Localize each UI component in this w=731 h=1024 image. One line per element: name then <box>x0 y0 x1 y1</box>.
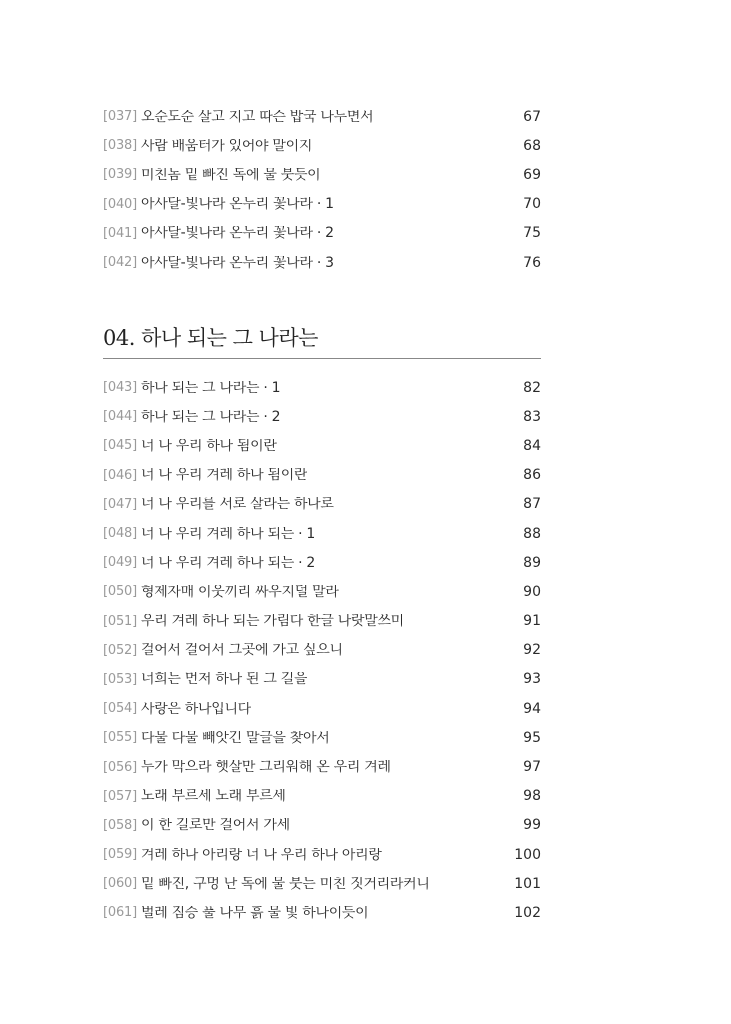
entry-page: 88 <box>523 525 541 542</box>
toc-entry <box>103 752 541 781</box>
entry-page: 91 <box>523 613 541 630</box>
entry-number: [042] <box>103 255 137 270</box>
toc-entry <box>103 219 541 248</box>
entry-number: [046] <box>103 468 137 483</box>
entry-page: 97 <box>523 759 541 776</box>
entry-number: [040] <box>103 197 137 212</box>
entry-page: 70 <box>523 196 541 213</box>
entry-title: 겨레 하나 아리랑 너 나 우리 하나 아리랑 <box>140 847 382 862</box>
toc-entry <box>103 607 541 636</box>
entry-number: [043] <box>103 380 137 395</box>
toc-entry <box>103 811 541 840</box>
entry-page: 100 <box>514 846 541 863</box>
entry-page: 69 <box>523 166 541 183</box>
entry-page: 99 <box>523 817 541 834</box>
entry-number: [058] <box>103 818 137 833</box>
entry-title: 밑 빠진, 구멍 난 독에 물 붓는 미친 짓거리라커니 <box>140 876 430 891</box>
toc-list-part1 <box>103 102 541 277</box>
entry-number: [049] <box>103 555 137 570</box>
entry-title: 너 나 우리 하나 됨이란 <box>140 438 277 453</box>
entry-page: 82 <box>523 379 541 396</box>
entry-number: [050] <box>103 584 137 599</box>
entry-number: [038] <box>103 138 137 153</box>
entry-page: 83 <box>523 408 541 425</box>
entry-title: 사람 배움터가 있어야 말이지 <box>140 138 313 153</box>
entry-number: [041] <box>103 226 137 241</box>
entry-title: 사랑은 하나입니다 <box>140 701 251 716</box>
entry-page: 102 <box>514 904 541 921</box>
toc-entry <box>103 665 541 694</box>
entry-number: [061] <box>103 905 137 920</box>
entry-title: 하나 되는 그 나라는 · 2 <box>140 409 281 424</box>
entry-title: 아사달-빛나라 온누리 꽃나라 · 3 <box>140 255 334 270</box>
entry-number: [054] <box>103 701 137 716</box>
toc-list-part2 <box>103 373 541 928</box>
entry-number: [045] <box>103 438 137 453</box>
entry-title: 하나 되는 그 나라는 · 1 <box>140 380 281 395</box>
toc-entry <box>103 102 541 131</box>
entry-number: [056] <box>103 760 137 775</box>
toc-entry <box>103 577 541 606</box>
entry-page: 75 <box>523 225 541 242</box>
toc-entry <box>103 782 541 811</box>
entry-title: 다물 다물 빼앗긴 말글을 찾아서 <box>140 730 330 745</box>
entry-page: 87 <box>523 496 541 513</box>
entry-number: [051] <box>103 614 137 629</box>
entry-number: [055] <box>103 730 137 745</box>
entry-number: [053] <box>103 672 137 687</box>
entry-number: [044] <box>103 409 137 424</box>
entry-number: [047] <box>103 497 137 512</box>
entry-title: 너희는 먼저 하나 된 그 길을 <box>140 672 308 687</box>
toc-entry <box>103 431 541 460</box>
section-heading: 04. 하나 되는 그 나라는 <box>103 326 318 350</box>
entry-title: 걸어서 걸어서 그곳에 가고 싶으니 <box>140 643 343 658</box>
toc-entry <box>103 373 541 402</box>
entry-number: [060] <box>103 876 137 891</box>
entry-title: 노래 부르세 노래 부르세 <box>140 789 286 804</box>
entry-page: 89 <box>523 554 541 571</box>
toc-entry <box>103 190 541 219</box>
entry-page: 101 <box>514 875 541 892</box>
entry-title: 너 나 우리 겨레 하나 됨이란 <box>140 468 308 483</box>
entry-page: 98 <box>523 788 541 805</box>
entry-title: 누가 막으라 햇살만 그리워해 온 우리 겨레 <box>140 760 391 775</box>
entry-page: 84 <box>523 437 541 454</box>
entry-number: [037] <box>103 109 137 124</box>
toc-entry <box>103 461 541 490</box>
toc-entry <box>103 636 541 665</box>
entry-title: 너 나 우리 겨레 하나 되는 · 2 <box>140 555 316 570</box>
entry-number: [052] <box>103 643 137 658</box>
entry-page: 92 <box>523 642 541 659</box>
entry-number: [039] <box>103 167 137 182</box>
entry-page: 95 <box>523 729 541 746</box>
entry-page: 93 <box>523 671 541 688</box>
toc-entry <box>103 840 541 869</box>
entry-title: 오순도순 살고 지고 따슨 밥국 나누면서 <box>140 109 374 124</box>
entry-title: 이 한 길로만 걸어서 가세 <box>140 818 290 833</box>
entry-title: 아사달-빛나라 온누리 꽃나라 · 2 <box>140 226 334 241</box>
entry-page: 68 <box>523 137 541 154</box>
entry-page: 90 <box>523 583 541 600</box>
entry-page: 76 <box>523 254 541 271</box>
toc-entry <box>103 248 541 277</box>
entry-number: [059] <box>103 847 137 862</box>
toc-entry <box>103 694 541 723</box>
entry-title: 형제자매 이웃끼리 싸우지덜 말라 <box>140 584 339 599</box>
entry-page: 67 <box>523 108 541 125</box>
entry-title: 우리 겨레 하나 되는 가림다 한글 나랏말쓰미 <box>140 614 404 629</box>
toc-entry <box>103 402 541 431</box>
toc-entry <box>103 898 541 927</box>
entry-title: 벌레 짐승 풀 나무 흙 물 빛 하나이듯이 <box>140 905 369 920</box>
entry-page: 86 <box>523 467 541 484</box>
entry-title: 너 나 우리를 서로 살라는 하나로 <box>140 497 334 512</box>
toc-entry <box>103 869 541 898</box>
entry-title: 미친놈 밑 빠진 독에 물 붓듯이 <box>140 167 321 182</box>
toc-entry <box>103 131 541 160</box>
toc-entry <box>103 160 541 189</box>
toc-entry <box>103 490 541 519</box>
entry-title: 아사달-빛나라 온누리 꽃나라 · 1 <box>140 197 334 212</box>
toc-entry <box>103 519 541 548</box>
entry-number: [048] <box>103 526 137 541</box>
entry-number: [057] <box>103 789 137 804</box>
entry-title: 너 나 우리 겨레 하나 되는 · 1 <box>140 526 316 541</box>
toc-entry <box>103 548 541 577</box>
section-divider <box>103 358 541 359</box>
entry-page: 94 <box>523 700 541 717</box>
toc-entry <box>103 723 541 752</box>
